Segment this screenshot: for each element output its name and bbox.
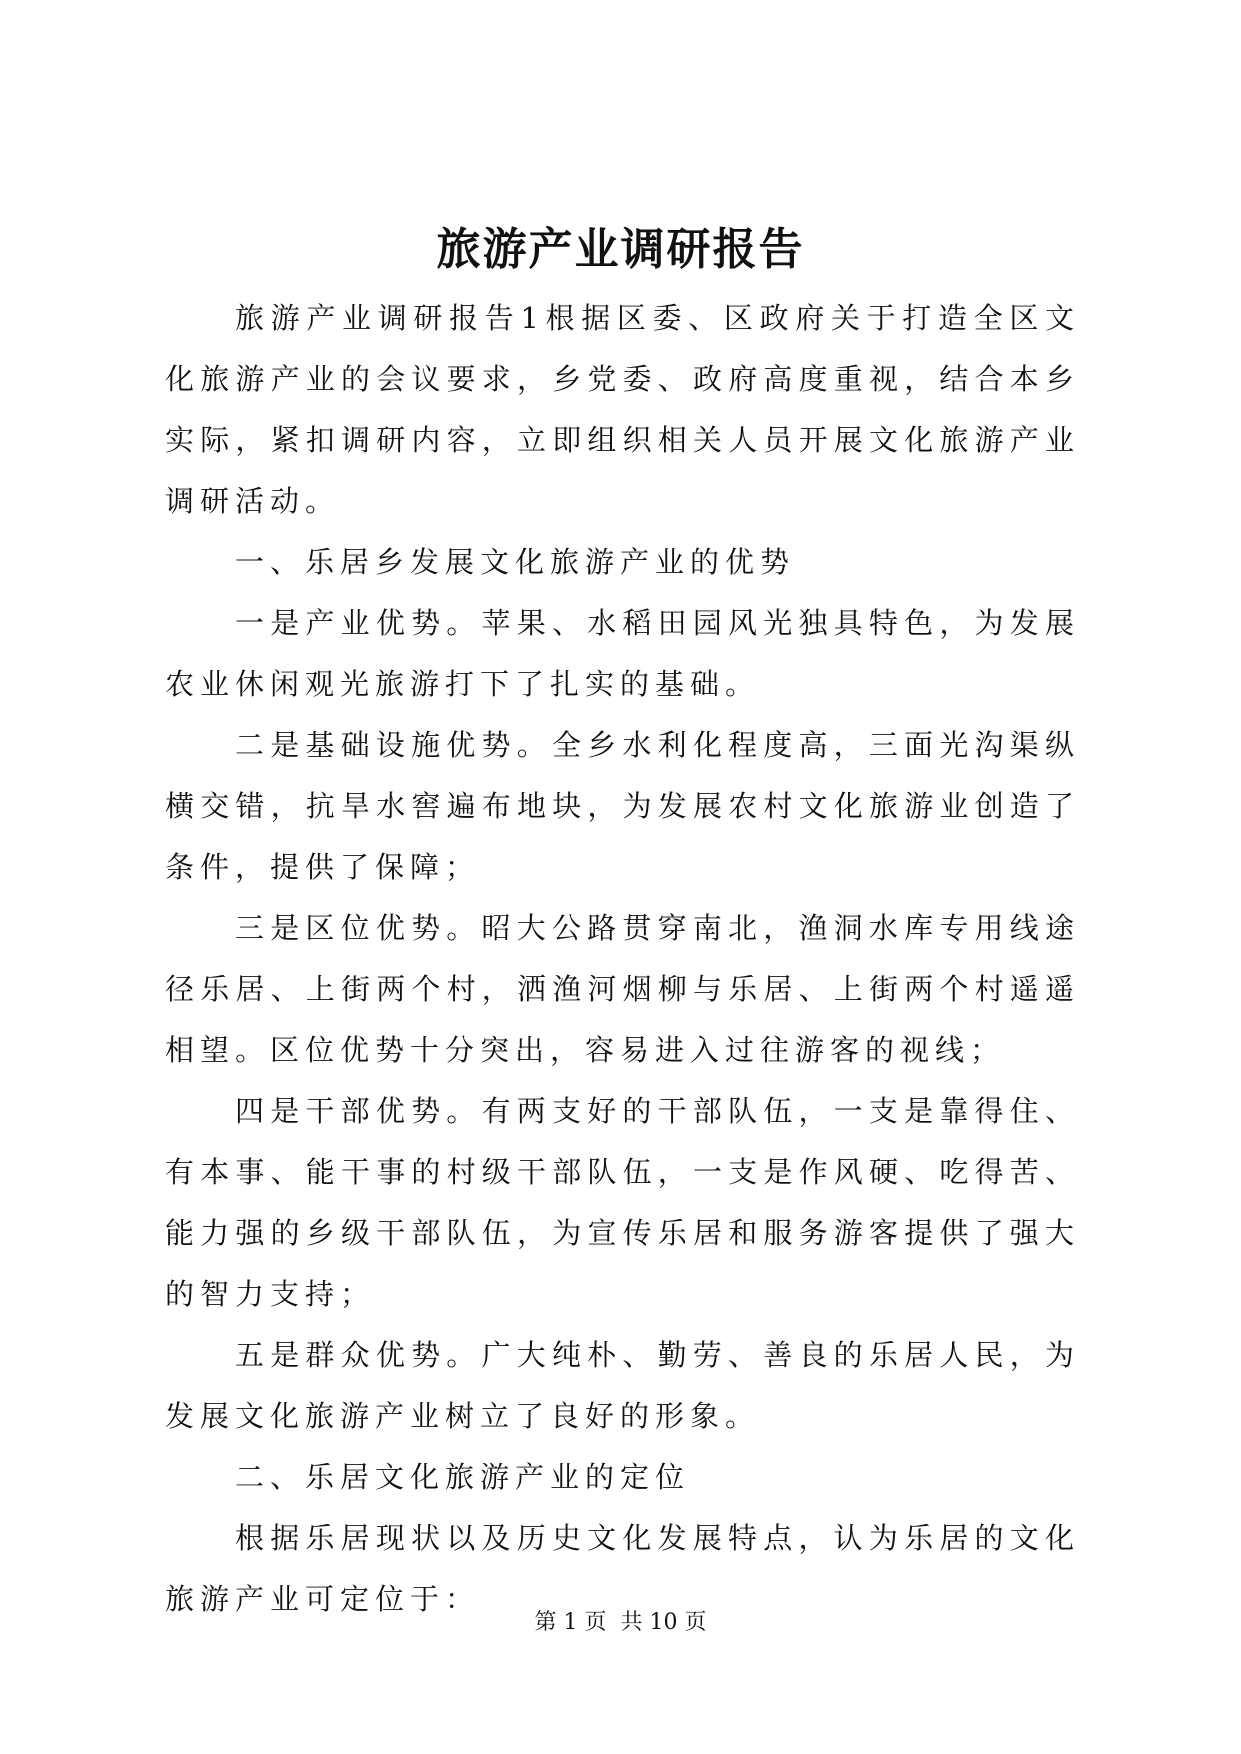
section-heading-positioning: 二、乐居文化旅游产业的定位 bbox=[235, 1460, 691, 1494]
paragraph-positioning: 根据乐居现状以及历史文化发展特点，认为乐居的文化旅游产业可定位于： bbox=[165, 1521, 1080, 1616]
section-heading-advantages: 一、乐居乡发展文化旅游产业的优势 bbox=[235, 545, 796, 579]
paragraph-cadre-advantage: 四是干部优势。有两支好的干部队伍，一支是靠得住、有本事、能干事的村级干部队伍，一支是作风硬、吃得苦、能力强的乡级干部队伍，为宣传乐居和服务游客提供了强大的智力支持； bbox=[165, 1094, 1080, 1311]
paragraph-infrastructure-advantage: 二是基础设施优势。全乡水利化程度高，三面光沟渠纵横交错，抗旱水窖遍布地块，为发展农村文化旅游业创造了条件，提供了保障； bbox=[165, 728, 1080, 884]
paragraph-location-advantage: 三是区位优势。昭大公路贯穿南北，渔洞水库专用线途径乐居、上街两个村，洒渔河烟柳与乐居、上街两个村遥遥相望。区位优势十分突出，容易进入过往游客的视线； bbox=[165, 911, 1080, 1067]
paragraph-public-advantage: 五是群众优势。广大纯朴、勤劳、善良的乐居人民，为发展文化旅游产业树立了良好的形象。 bbox=[165, 1338, 1080, 1433]
page-number-footer: 第 1 页 共 10 页 bbox=[534, 1610, 707, 1635]
paragraph-intro: 旅游产业调研报告1根据区委、区政府关于打造全区文化旅游产业的会议要求，乡党委、政府高度重视，结合本乡实际，紧扣调研内容，立即组织相关人员开展文化旅游产业调研活动。 bbox=[165, 301, 1080, 518]
paragraph-industry-advantage: 一是产业优势。苹果、水稻田园风光独具特色，为发展农业休闲观光旅游打下了扎实的基础。 bbox=[165, 606, 1080, 701]
document-title: 旅游产业调研报告 bbox=[436, 224, 805, 275]
document-body bbox=[165, 288, 1080, 1630]
